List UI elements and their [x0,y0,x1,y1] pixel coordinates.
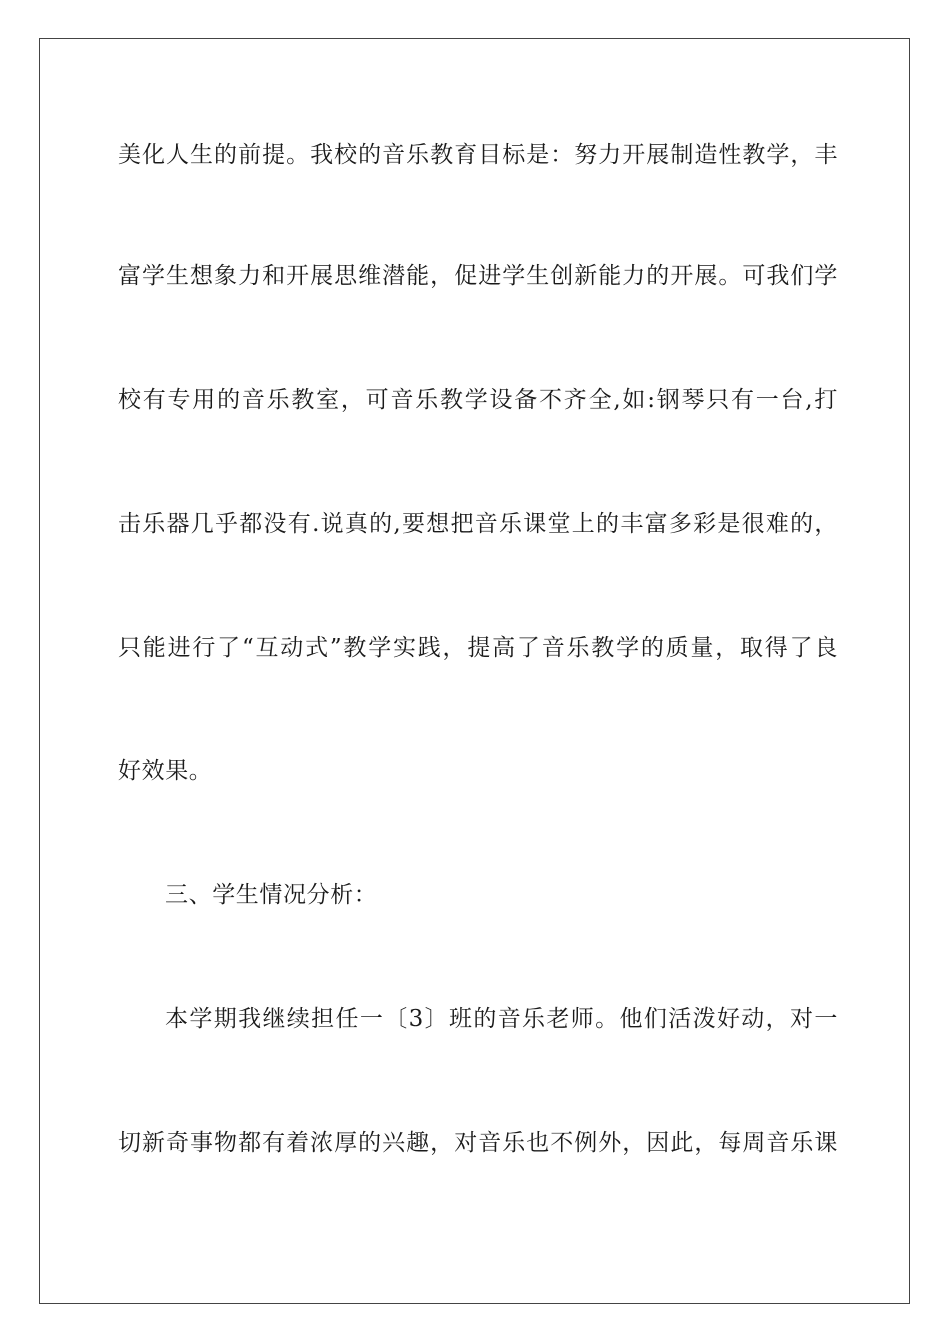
body-text-line-5: 只能进行了“互动式”教学实践，提高了音乐教学的质量，取得了良 [118,635,838,661]
body-text-line-7: 本学期我继续担任一〔3〕班的音乐老师。他们活泼好动，对一 [165,1006,838,1032]
body-text-line-8: 切新奇事物都有着浓厚的兴趣，对音乐也不例外，因此，每周音乐课 [118,1130,838,1156]
section-heading: 三、学生情况分析： [165,882,378,908]
body-text-line-4: 击乐器几乎都没有.说真的,要想把音乐课堂上的丰富多彩是很难的， [118,511,838,537]
body-text-line-2: 富学生想象力和开展思维潜能，促进学生创新能力的开展。可我们学 [118,263,838,289]
page-frame [39,38,910,1304]
body-text-line-6: 好效果。 [118,758,213,784]
body-text-line-3: 校有专用的音乐教室，可音乐教学设备不齐全,如:钢琴只有一台,打 [118,387,838,413]
body-text-line-1: 美化人生的前提。我校的音乐教育目标是：努力开展制造性教学，丰 [118,142,838,168]
